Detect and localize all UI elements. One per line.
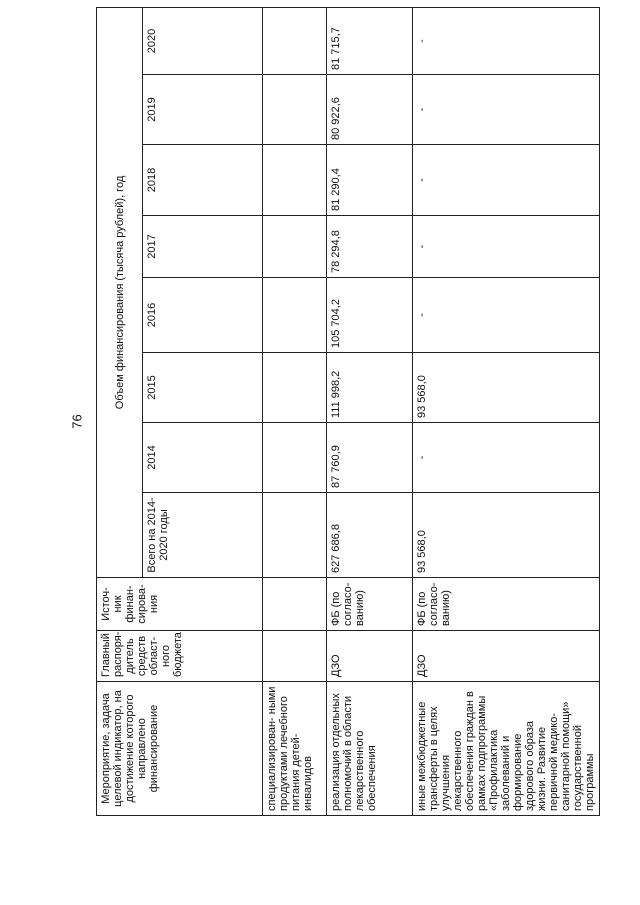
row-manager: ДЗО [327, 631, 413, 682]
header-year-2018: 2018 [143, 145, 263, 216]
row-value-2019: - [413, 75, 600, 145]
row-total: 93 568,0 [413, 493, 600, 578]
row-value-2019: 80 922,6 [327, 75, 413, 145]
row-measure: иные межбюджетные трансферты в целях улучшения лекарственного обеспечения граждан в рамках подпрограммы «Профилактика заболеваний и формирование здорового образа жизни. Развитие первичной медико-санитарной помощи» государственной программы [413, 682, 600, 816]
row-value-2016: - [413, 278, 600, 353]
header-total: Всего на 2014-2020 годы [143, 493, 263, 578]
financing-table [96, 7, 600, 816]
header-year-2017: 2017 [143, 216, 263, 278]
row-manager: ДЗО [413, 631, 600, 682]
row-value-2018: - [413, 145, 600, 216]
row-value-2020: - [413, 7, 600, 74]
row-value-2014: - [413, 423, 600, 493]
row-value-2020 [263, 7, 327, 74]
header-source: Источ- ник финан- сирова- ния [97, 578, 263, 631]
row-source: ФБ (по согласо- ванию) [413, 578, 600, 631]
row-value-2020: 81 715,7 [327, 7, 413, 74]
row-value-2018: 81 290,4 [327, 145, 413, 216]
table-row [263, 7, 327, 815]
header-measure: Мероприятие, задача целевой индикатор, на достижение которого направлено финансирование [97, 682, 263, 816]
row-value-2017 [263, 216, 327, 278]
row-value-2016: 105 704,2 [327, 278, 413, 353]
rotated-table-container [96, 8, 596, 816]
row-value-2017: - [413, 216, 600, 278]
header-year-2015: 2015 [143, 353, 263, 423]
header-funding-group: Объем финансирования (тысяча рублей), год [97, 7, 143, 577]
row-value-2015: 93 568,0 [413, 353, 600, 423]
header-year-2014: 2014 [143, 423, 263, 493]
row-value-2014 [263, 423, 327, 493]
row-value-2015: 111 998,2 [327, 353, 413, 423]
table-row [413, 7, 600, 815]
row-measure: специализирован- ными продуктами лечебного питания детей-инвалидов [263, 682, 327, 816]
row-value-2019 [263, 75, 327, 145]
row-value-2014: 87 760,9 [327, 423, 413, 493]
header-year-2020: 2020 [143, 7, 263, 74]
row-measure: реализация отдельных полномочий в области лекарственного обеспечения [327, 682, 413, 816]
page-number: 76 [69, 414, 85, 429]
row-source [263, 578, 327, 631]
row-manager [263, 631, 327, 682]
row-value-2016 [263, 278, 327, 353]
row-value-2015 [263, 353, 327, 423]
header-row-1 [97, 7, 143, 815]
row-value-2018 [263, 145, 327, 216]
header-year-2016: 2016 [143, 278, 263, 353]
row-total [263, 493, 327, 578]
row-value-2017: 78 294,8 [327, 216, 413, 278]
row-total: 627 686,8 [327, 493, 413, 578]
header-year-2019: 2019 [143, 75, 263, 145]
table-row [327, 7, 413, 815]
header-manager: Главный распоря- дитель средств област- ного бюджета [97, 631, 263, 682]
row-source: ФБ (по согласо- ванию) [327, 578, 413, 631]
